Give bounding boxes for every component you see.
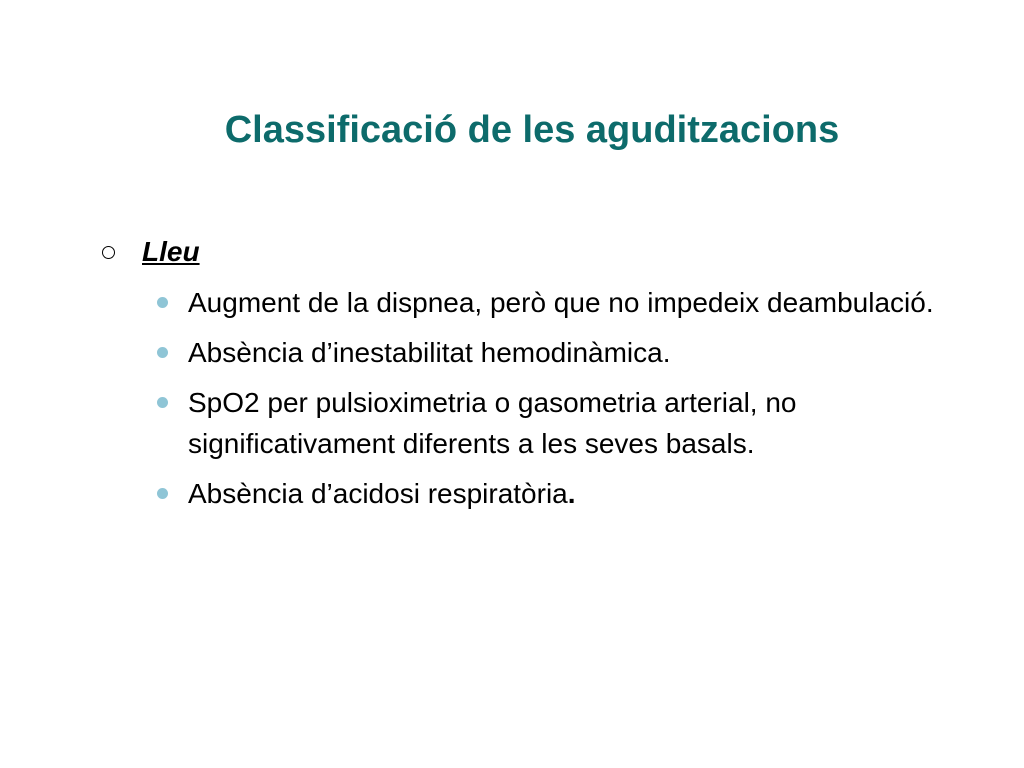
level1-item-lleu: [102, 230, 200, 274]
list-item: [157, 473, 987, 514]
dot-bullet-icon: [157, 488, 168, 499]
list-item-text: Absència d’inestabilitat hemodinàmica.: [188, 337, 671, 368]
level1-label: Lleu: [142, 236, 200, 267]
hollow-circle-bullet-icon: [102, 246, 115, 259]
list-item-text: Absència d’acidosi respiratòria: [188, 478, 568, 509]
slide-title: Classificació de les aguditzacions: [224, 109, 840, 151]
trailing-period: .: [567, 478, 576, 509]
list-item-text: SpO2 per pulsioximetria o gasometria arterial, no significativament diferents a les seves basals.: [188, 387, 797, 459]
dot-bullet-icon: [157, 297, 168, 308]
list-item-text: Augment de la dispnea, però que no impedeix deambulació.: [188, 287, 934, 318]
sub-bullet-list: [157, 282, 987, 523]
list-item: [157, 382, 987, 464]
list-item: [157, 332, 987, 373]
dot-bullet-icon: [157, 397, 168, 408]
dot-bullet-icon: [157, 347, 168, 358]
list-item: [157, 282, 987, 323]
